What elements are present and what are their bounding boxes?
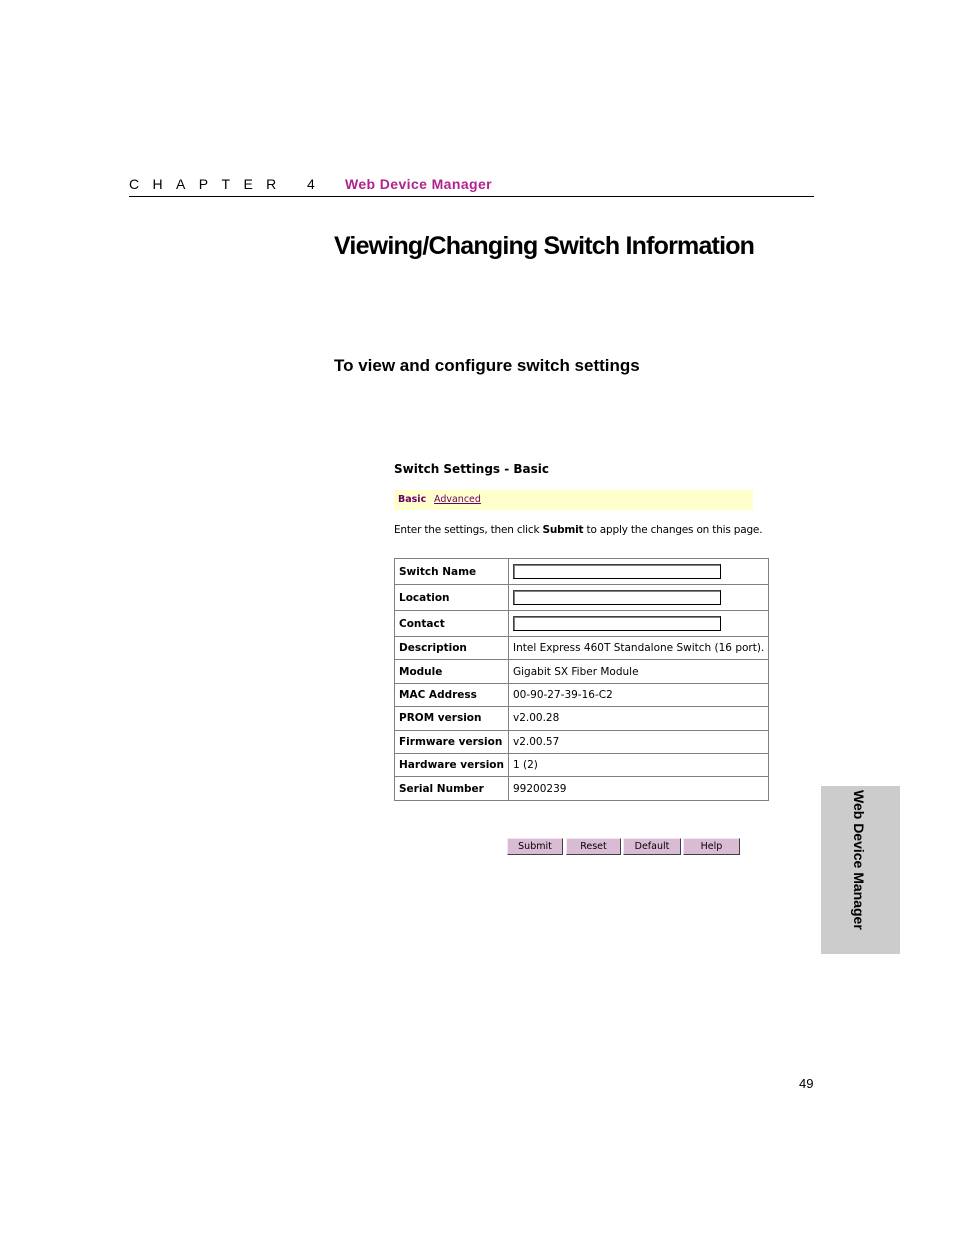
chapter-label: CHAPTER 4	[129, 176, 329, 192]
tab-basic[interactable]: Basic	[398, 494, 427, 505]
table-row	[395, 753, 769, 776]
page-number: 49	[799, 1076, 814, 1091]
table-row	[395, 683, 769, 706]
table-row	[395, 611, 769, 637]
reset-button[interactable]: Reset	[566, 838, 621, 855]
table-row	[395, 660, 769, 683]
field-label: Contact	[395, 611, 509, 637]
info-value: v2.00.57	[509, 730, 769, 753]
default-button[interactable]: Default	[623, 838, 681, 855]
instructions-after: to apply the changes on this page.	[583, 524, 763, 536]
field-cell	[509, 559, 769, 585]
tab-advanced[interactable]: Advanced	[434, 494, 481, 505]
switch-name-input[interactable]	[513, 564, 721, 579]
contact-input[interactable]	[513, 616, 721, 631]
info-value: 1 (2)	[509, 753, 769, 776]
info-label: Module	[395, 660, 509, 683]
field-label: Switch Name	[395, 559, 509, 585]
info-label: PROM version	[395, 707, 509, 730]
info-label: Hardware version	[395, 753, 509, 776]
info-value: Intel Express 460T Standalone Switch (16 port).	[509, 637, 769, 660]
info-label: MAC Address	[395, 683, 509, 706]
info-value: v2.00.28	[509, 707, 769, 730]
location-input[interactable]	[513, 590, 721, 605]
submit-button[interactable]: Submit	[507, 838, 563, 855]
settings-table	[394, 558, 769, 801]
info-value: 00-90-27-39-16-C2	[509, 683, 769, 706]
info-value: Gigabit SX Fiber Module	[509, 660, 769, 683]
side-thumb-tab	[821, 786, 900, 954]
page-title: Viewing/Changing Switch Information	[334, 232, 755, 260]
instructions-bold: Submit	[542, 524, 584, 536]
field-cell	[509, 611, 769, 637]
section-title: To view and configure switch settings	[334, 356, 640, 375]
field-label: Location	[395, 585, 509, 611]
switch-settings-screenshot	[394, 460, 765, 860]
table-row	[395, 585, 769, 611]
info-label: Description	[395, 637, 509, 660]
table-row	[395, 637, 769, 660]
help-button[interactable]: Help	[683, 838, 740, 855]
info-label: Firmware version	[395, 730, 509, 753]
instructions-text	[394, 524, 762, 536]
screenshot-title: Switch Settings - Basic	[394, 462, 550, 476]
info-label: Serial Number	[395, 777, 509, 800]
table-row	[395, 777, 769, 800]
tab-bar	[394, 490, 753, 510]
field-cell	[509, 585, 769, 611]
side-tab-label: Web Device Manager	[851, 790, 867, 930]
instructions-before: Enter the settings, then click	[394, 524, 543, 536]
table-row	[395, 559, 769, 585]
chapter-header	[129, 176, 814, 197]
info-value: 99200239	[509, 777, 769, 800]
chapter-title: Web Device Manager	[345, 176, 492, 192]
table-row	[395, 707, 769, 730]
table-row	[395, 730, 769, 753]
